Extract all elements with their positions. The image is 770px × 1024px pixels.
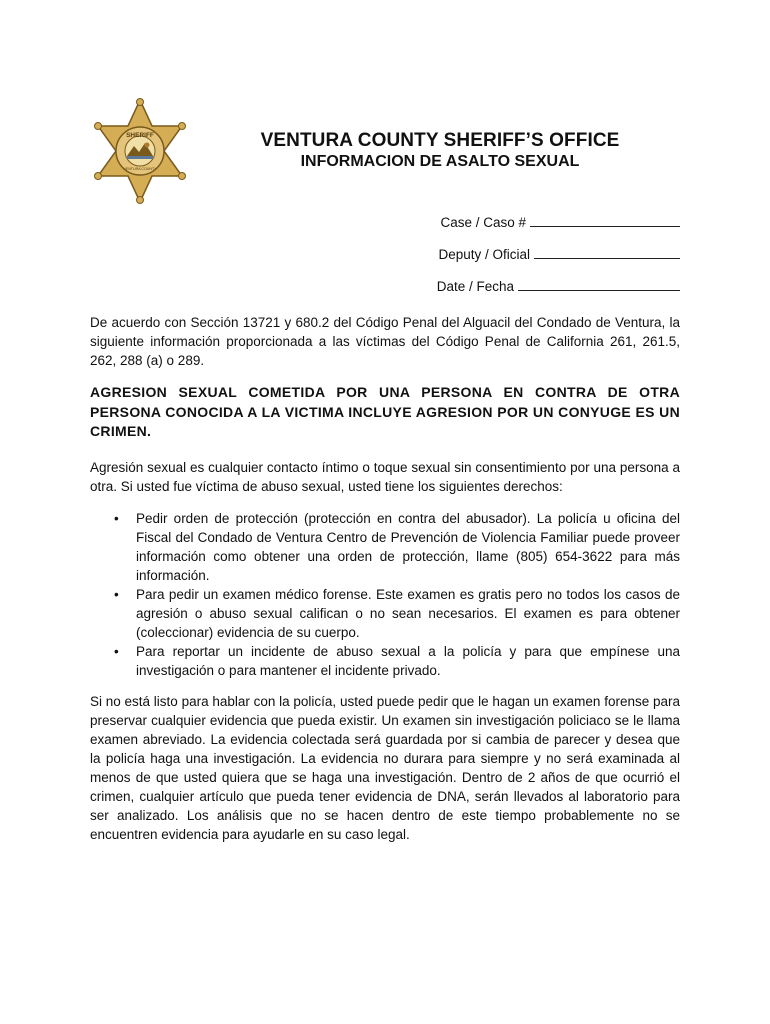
- bullet-icon: •: [114, 587, 119, 602]
- page-title: VENTURA COUNTY SHERIFF’S OFFICE: [260, 130, 620, 151]
- bullet-icon: •: [114, 511, 119, 526]
- closing-paragraph: Si no está listo para hablar con la policía, usted puede pedir que le hagan un examen forense para preservar cualquier evidencia que pueda existir. Un examen sin investigación policiaco se le llama examen abreviado. La evidencia colectada será guardada por si cambia de parecer y desea que la policía haga una investigación. La evidencia no durara para siempre y no será examinada al menos de que usted quiera que se haga una investigación. Dentro de 2 años de que ocurrió el crimen, cualquier artículo que pueda tener evidencia de DNA, serán llevados al laboratorio para ser analizado. Los análisis que no se hacen dentro de este tiempo probablemente no se encuentren evidencia para ayudarle en su caso legal.: [90, 694, 680, 842]
- page-subtitle: INFORMACION DE ASALTO SEXUAL: [300, 153, 580, 170]
- badge-top-text: SHERIFF: [126, 132, 154, 139]
- case-number-field[interactable]: [440, 214, 680, 230]
- rights-intro-paragraph: Agresión sexual es cualquier contacto íntimo o toque sexual sin consentimiento por una persona a otra. Si usted fue víctima de abuso sexual, usted tiene los siguientes derechos:: [90, 460, 680, 494]
- list-item-text: Pedir orden de protección (protección en contra del abusador). La policía u oficina del Fiscal del Condado de Ventura Centro de Prevención de Violencia Familiar puede proveer información como obtener una orden de protección, llame (805) 654-3622 para más información.: [136, 511, 680, 583]
- case-number-blank[interactable]: [530, 214, 680, 227]
- badge-bottom-text: VENTURA COUNTY: [123, 167, 157, 171]
- deputy-label: Deputy / Oficial: [438, 247, 530, 262]
- case-number-label: Case / Caso #: [440, 215, 526, 230]
- list-item-text: Para reportar un incidente de abuso sexual a la policía y para que empínese una investigación o para mantener el incidente privado.: [136, 644, 680, 678]
- sheriff-star-badge-icon: [92, 98, 188, 204]
- list-item: [90, 509, 680, 585]
- deputy-field[interactable]: [438, 246, 680, 262]
- date-label: Date / Fecha: [436, 279, 514, 294]
- section-heading: AGRESION SEXUAL COMETIDA POR UNA PERSONA EN CONTRA DE OTRA PERSONA CONOCIDA A LA VICTIMA INCLUYE AGRESION POR UN CONYUGE ES UN CRIMEN.: [90, 384, 680, 439]
- list-item: [90, 642, 680, 680]
- intro-paragraph: De acuerdo con Sección 13721 y 680.2 del Código Penal del Alguacil del Condado de Ventura, la siguiente información proporcionada a las víctimas del Código Penal de California 261, 261.5, 262, 288 (a) o 289.: [90, 315, 680, 368]
- bullet-icon: •: [114, 644, 119, 659]
- rights-list: [90, 509, 680, 680]
- list-item-text: Para pedir un examen médico forense. Este examen es gratis pero no todos los casos de agresión o abuso sexual califican o no sean necesarios. El examen es para obtener (coleccionar) evidencia de su cuerpo.: [136, 587, 680, 640]
- date-field[interactable]: [437, 278, 680, 294]
- date-blank[interactable]: [518, 278, 680, 291]
- deputy-blank[interactable]: [534, 246, 680, 259]
- list-item: [90, 585, 680, 642]
